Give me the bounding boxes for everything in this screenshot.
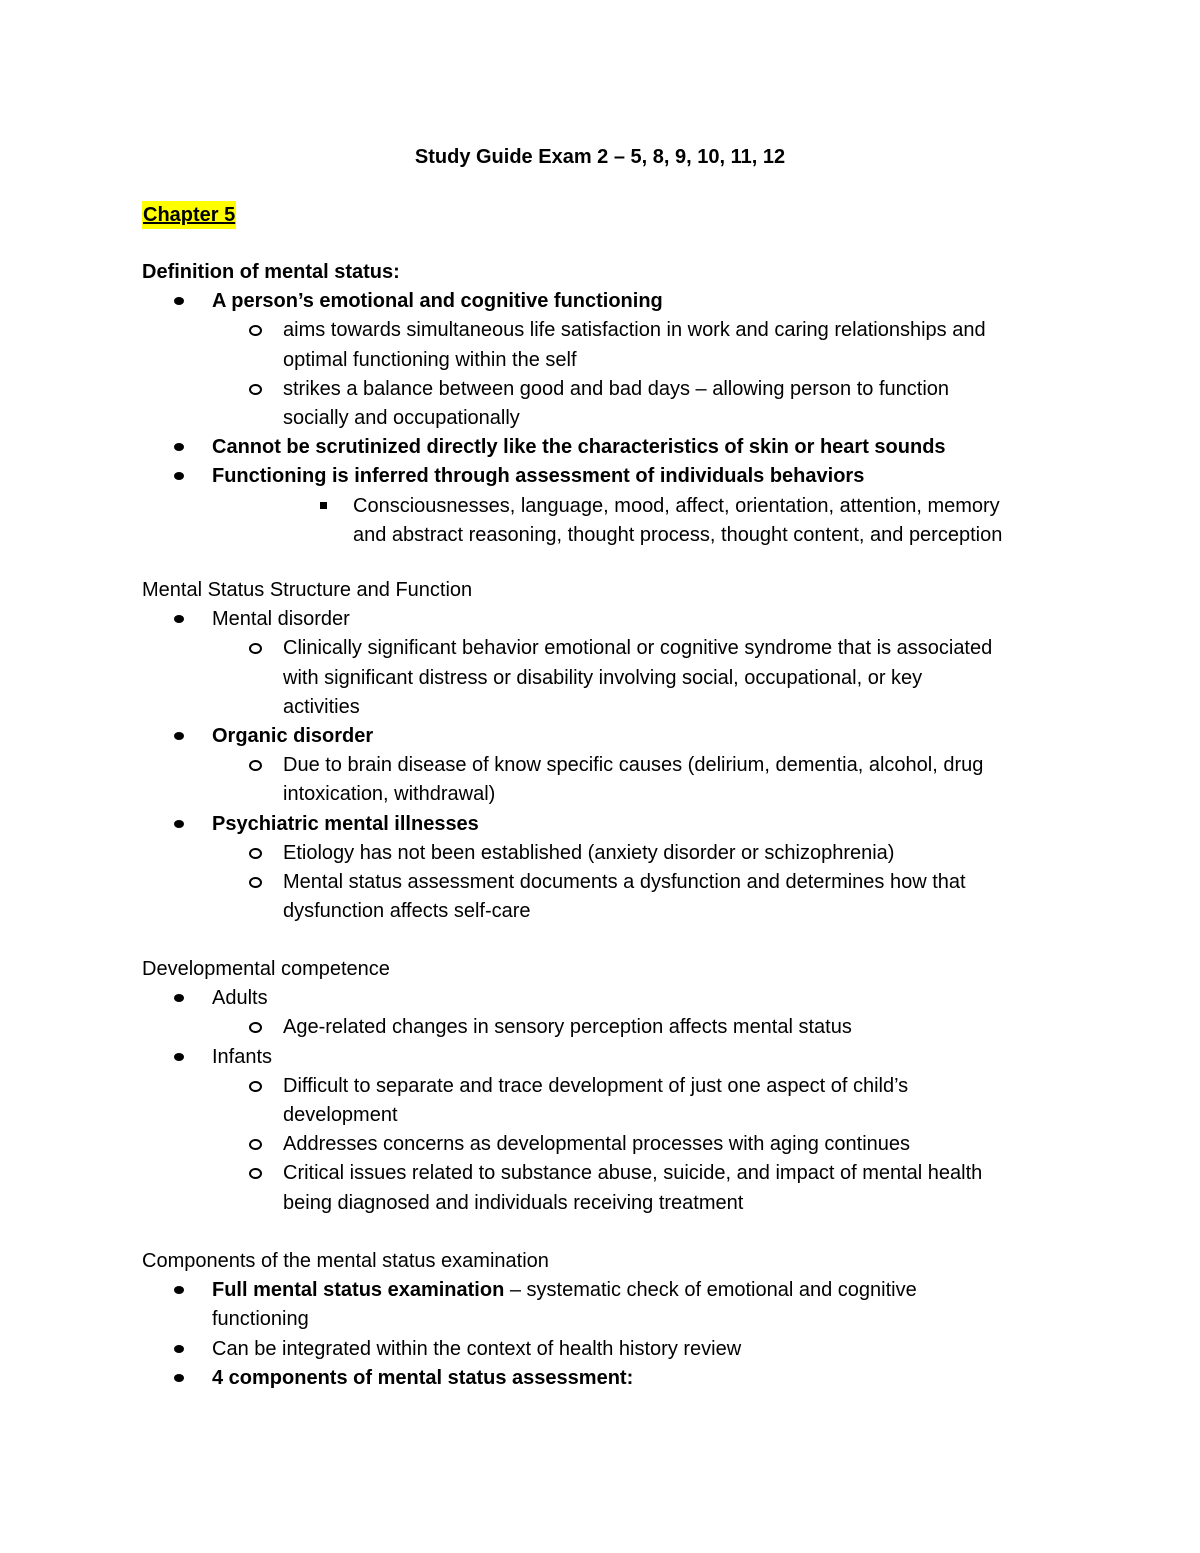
list-item-text: optimal functioning within the self	[283, 348, 577, 371]
list-item-text: Functioning is inferred through assessment of individuals behaviors	[212, 465, 865, 488]
list-item-text: Cannot be scrutinized directly like the characteristics of skin or heart sounds	[212, 436, 946, 459]
list-item-text: Mental disorder	[212, 608, 350, 631]
bullet-circle-icon	[249, 1022, 262, 1033]
list-item-text: Difficult to separate and trace development of just one aspect of child’s	[283, 1074, 909, 1097]
list-item-text: Mental status assessment documents a dysfunction and determines how that	[283, 871, 966, 893]
list-item-text: aims towards simultaneous life satisfaction in work and caring relationships and	[283, 319, 986, 342]
section-heading: Definition of mental status:	[142, 261, 400, 283]
list-item-text: activities	[283, 695, 360, 718]
bullet-disc-icon	[174, 297, 184, 305]
list-item-text: development	[283, 1104, 398, 1126]
list-item-text: Etiology has not been established (anxiety disorder or schizophrenia)	[283, 841, 895, 864]
list-item-text: with significant distress or disability involving social, occupational, or key	[283, 666, 923, 689]
list-item-text: socially and occupationally	[283, 407, 520, 429]
list-item-text: Organic disorder	[212, 725, 374, 747]
chapter-heading: Chapter 5	[142, 201, 236, 229]
list-item-rest: – systematic check of emotional and cognitive	[504, 1279, 917, 1302]
bullet-circle-icon	[249, 760, 262, 771]
list-item-text: Addresses concerns as developmental processes with aging continues	[283, 1133, 911, 1156]
section-heading: Components of the mental status examination	[142, 1250, 549, 1272]
section-heading: Mental Status Structure and Function	[142, 579, 473, 601]
list-item-text: A person’s emotional and cognitive functioning	[212, 290, 663, 313]
bullet-disc-icon	[174, 472, 184, 480]
list-item-text: 4 components of mental status assessment:	[212, 1366, 634, 1389]
list-item-text: and abstract reasoning, thought process, thought content, and perception	[353, 523, 1003, 546]
bullet-disc-icon	[174, 1286, 184, 1294]
bullet-square-icon	[320, 502, 327, 509]
list-item-text: Critical issues related to substance abuse, suicide, and impact of mental health	[283, 1162, 983, 1185]
bullet-disc-icon	[174, 732, 184, 740]
bullet-circle-icon	[249, 877, 262, 888]
list-item-text: Psychiatric mental illnesses	[212, 812, 479, 835]
list-item-text: functioning	[212, 1308, 309, 1331]
list-item-text: Clinically significant behavior emotional or cognitive syndrome that is associated	[283, 637, 993, 660]
document-title: Study Guide Exam 2 – 5, 8, 9, 10, 11, 12	[414, 146, 786, 168]
list-item-text: Infants	[212, 1045, 273, 1068]
bullet-circle-icon	[249, 848, 262, 859]
bullet-circle-icon	[249, 1168, 262, 1179]
bullet-circle-icon	[249, 1081, 262, 1092]
bullet-disc-icon	[174, 443, 184, 451]
bullet-disc-icon	[174, 1345, 184, 1353]
list-item-lead: Full mental status examination	[212, 1279, 505, 1302]
bullet-disc-icon	[174, 1053, 184, 1061]
bullet-circle-icon	[249, 643, 262, 654]
list-item-text: Age-related changes in sensory perception affects mental status	[283, 1016, 852, 1039]
bullet-disc-icon	[174, 820, 184, 828]
list-item-text: being diagnosed and individuals receiving treatment	[283, 1191, 744, 1214]
section-heading: Developmental competence	[142, 958, 390, 980]
list-item-text: strikes a balance between good and bad days – allowing person to function	[283, 377, 950, 400]
list-item-text: Adults	[212, 987, 268, 1010]
list-item-text: Due to brain disease of know specific causes (delirium, dementia, alcohol, drug	[283, 754, 984, 777]
bullet-disc-icon	[174, 994, 184, 1002]
list-item-text	[212, 1276, 917, 1304]
bullet-disc-icon	[174, 615, 184, 623]
list-item-text: Consciousnesses, language, mood, affect, orientation, attention, memory	[353, 494, 1000, 517]
bullet-circle-icon	[249, 1139, 262, 1150]
list-item-text: intoxication, withdrawal)	[283, 783, 496, 806]
list-item-text: Can be integrated within the context of health history review	[212, 1337, 742, 1360]
bullet-circle-icon	[249, 384, 262, 395]
list-item-text: dysfunction affects self-care	[283, 900, 531, 923]
bullet-disc-icon	[174, 1374, 184, 1382]
bullet-circle-icon	[249, 325, 262, 336]
